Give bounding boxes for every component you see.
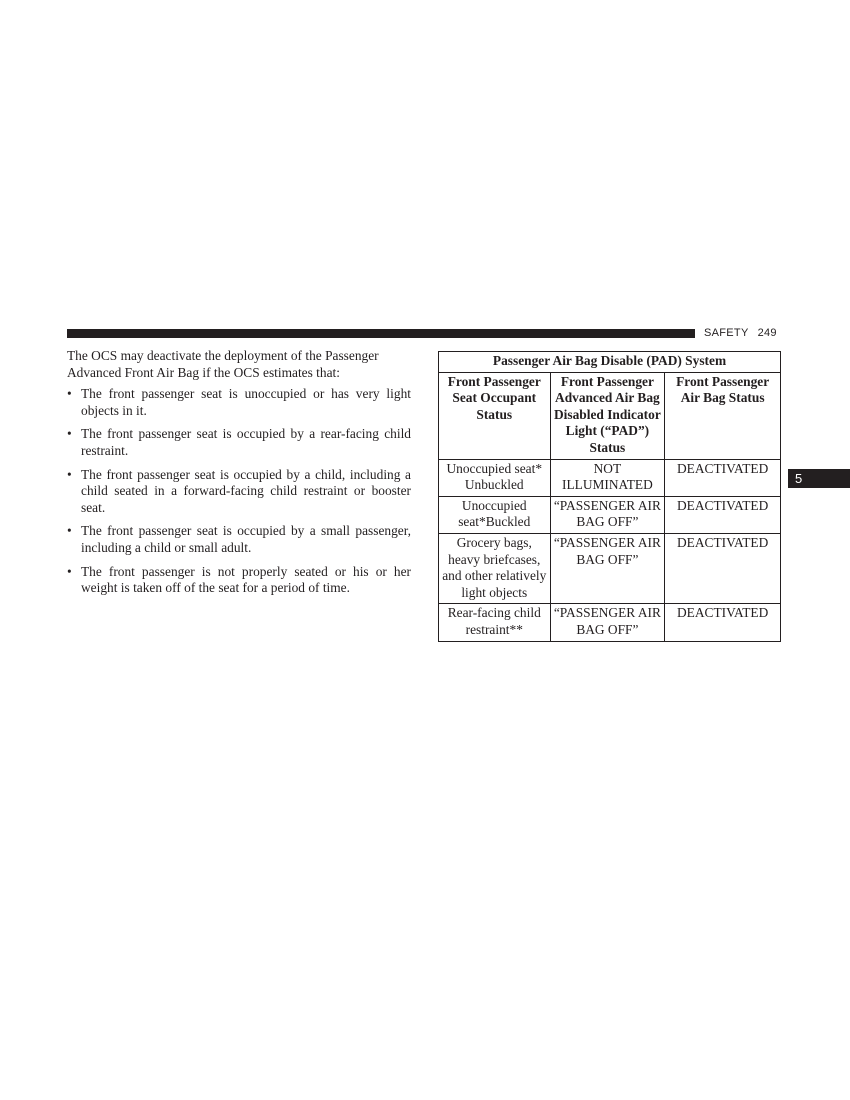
- running-header: [704, 327, 777, 339]
- bullet-icon: •: [67, 563, 72, 579]
- list-item-text: The front passenger seat is occupied by a small passenger, including a child or small adult.: [81, 523, 411, 555]
- list-item: [67, 523, 411, 556]
- column-header: Front Passenger Advanced Air Bag Disabled Indicator Light (“PAD”) Status: [550, 372, 665, 459]
- pad-system-table: [438, 351, 781, 642]
- list-item-text: The front passenger is not properly seated or his or her weight is taken off of the seat for a period of time.: [81, 563, 411, 596]
- table-row: [439, 459, 781, 496]
- table-title: Passenger Air Bag Disable (PAD) System: [439, 352, 781, 373]
- section-title: SAFETY: [704, 327, 749, 339]
- column-header: Front Passenger Seat Occupant Status: [439, 372, 551, 459]
- table-row: [439, 496, 781, 533]
- list-item-text: The front passenger seat is unoccupied or has very light objects in it.: [81, 386, 411, 418]
- chapter-tab: 5: [788, 469, 850, 488]
- list-item: [67, 386, 411, 419]
- table-cell: “PASSENGER AIR BAG OFF”: [550, 533, 665, 603]
- bullet-icon: •: [67, 523, 72, 539]
- table-cell: DEACTIVATED: [665, 459, 781, 496]
- intro-paragraph: The OCS may deactivate the deployment of the Passenger Advanced Front Air Bag if the OCS estimates that:: [67, 348, 379, 380]
- table-cell: DEACTIVATED: [665, 533, 781, 603]
- table-cell: NOT ILLUMINATED: [550, 459, 665, 496]
- table-row: [439, 533, 781, 603]
- table-header-row: [439, 372, 781, 459]
- bullet-icon: •: [67, 466, 72, 482]
- list-item-text: The front passenger seat is occupied by a rear-facing child restraint.: [81, 426, 411, 458]
- bullet-icon: •: [67, 386, 72, 402]
- table-cell: “PASSENGER AIR BAG OFF”: [550, 496, 665, 533]
- page-number: 249: [757, 327, 777, 339]
- table-cell: DEACTIVATED: [665, 496, 781, 533]
- table-row: [439, 604, 781, 641]
- list-item: [67, 467, 411, 517]
- table-cell: Grocery bags, heavy briefcases, and other relatively light objects: [439, 533, 551, 603]
- bullet-icon: •: [67, 426, 72, 442]
- bullet-list: [67, 386, 411, 597]
- list-item: [67, 426, 411, 459]
- table-cell: “PASSENGER AIR BAG OFF”: [550, 604, 665, 641]
- column-header: Front Passenger Air Bag Status: [665, 372, 781, 459]
- table-cell: Unoccupied seat*Buckled: [439, 496, 551, 533]
- header-rule: [67, 329, 695, 338]
- list-item: [67, 564, 411, 597]
- body-text-column: [67, 348, 411, 604]
- list-item-text: The front passenger seat is occupied by a child, including a child seated in a forward-facing child restraint or booster seat.: [81, 466, 411, 515]
- table-cell: Unoccupied seat* Unbuckled: [439, 459, 551, 496]
- table-cell: Rear-facing child restraint**: [439, 604, 551, 641]
- table-cell: DEACTIVATED: [665, 604, 781, 641]
